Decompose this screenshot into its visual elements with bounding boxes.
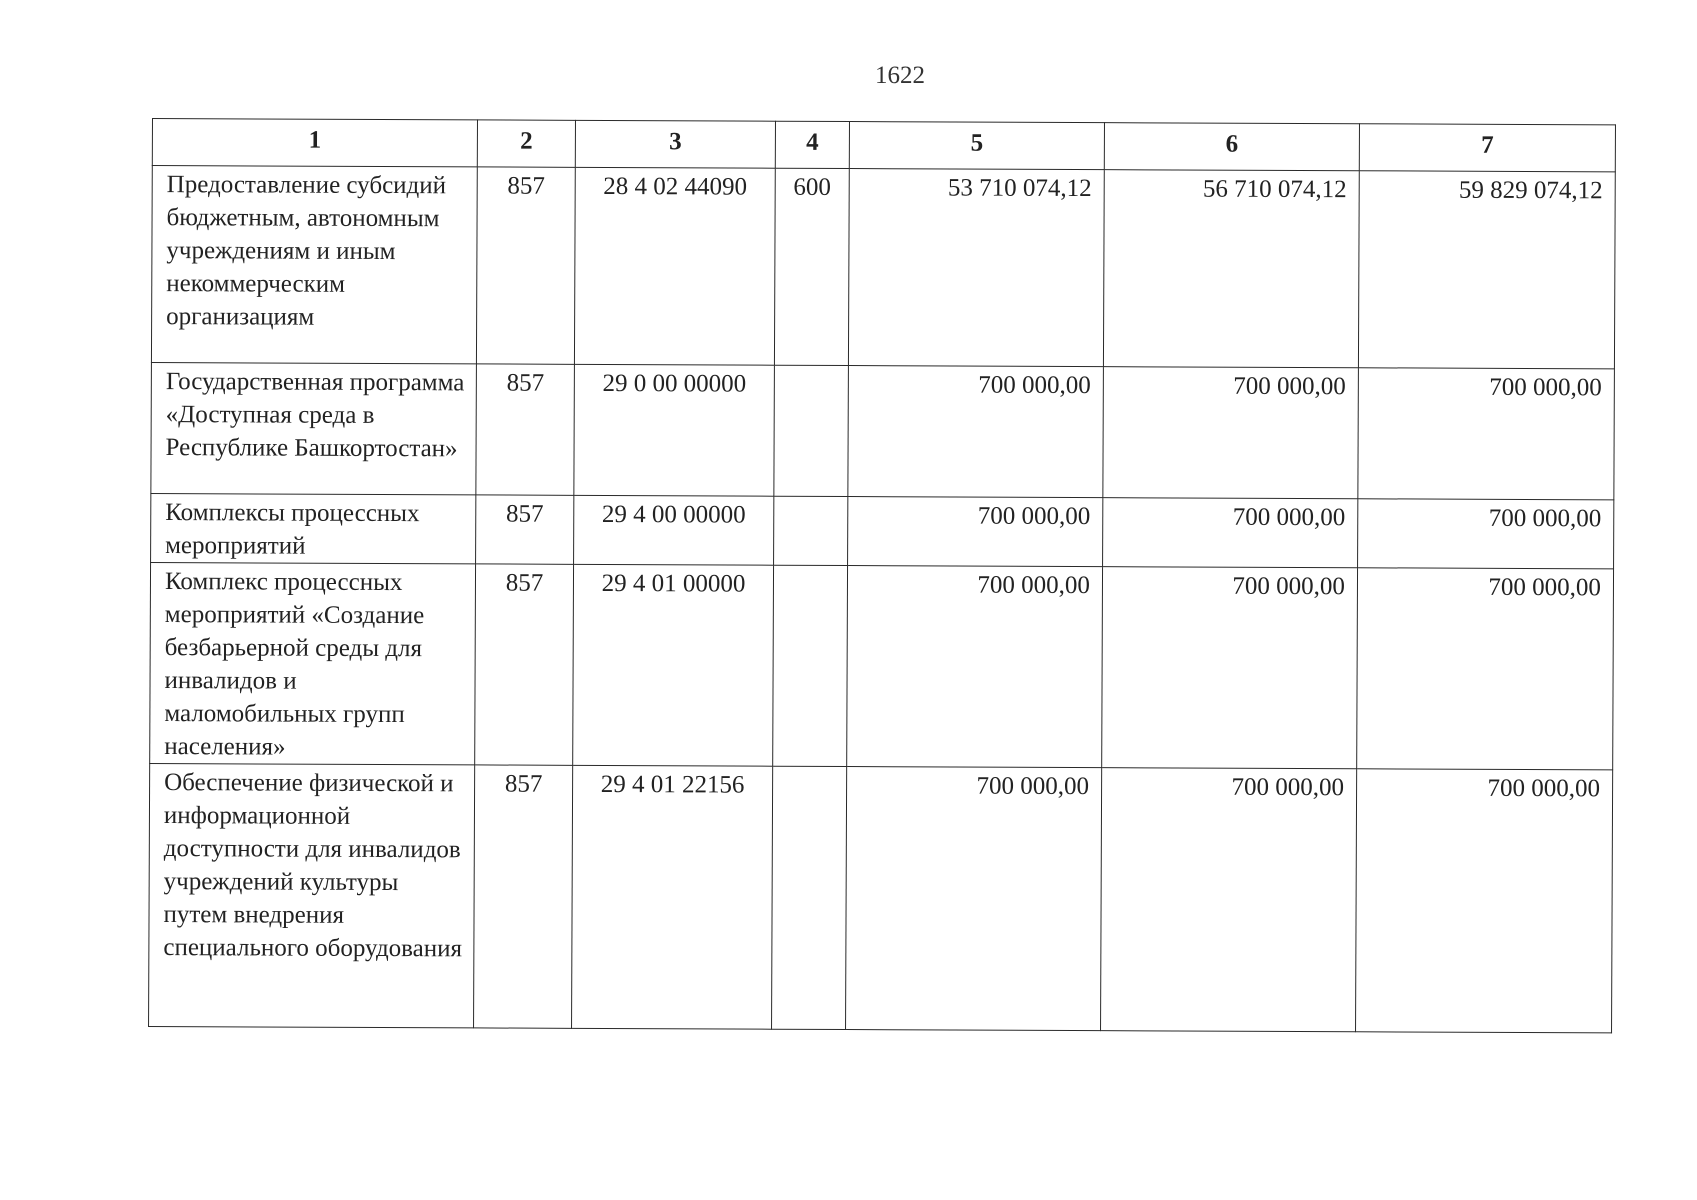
row-name: Государственная программа «Доступная среда в Республике Башкортостан» (151, 362, 477, 494)
row-name: Обеспечение физической и информационной доступности для инвалидов учреждений культуры путем внедрения специального оборудования (149, 763, 475, 1027)
row-name: Предоставление субсидий бюджетным, автономным учреждениям и иным некоммерческим организациям (151, 166, 477, 364)
row-col2: 857 (475, 564, 574, 765)
row-col5: 700 000,00 (848, 497, 1103, 567)
row-col3: 29 4 01 22156 (572, 765, 773, 1029)
page-number: 1622 (875, 62, 925, 89)
table-row (151, 493, 1614, 568)
table-row (150, 562, 1614, 769)
row-col2: 857 (476, 364, 575, 495)
row-col3: 29 0 00 00000 (574, 364, 775, 496)
row-col4: 600 (774, 168, 849, 365)
row-col3: 29 4 01 00000 (573, 564, 774, 766)
row-col6: 56 710 074,12 (1103, 170, 1359, 368)
row-col7: 700 000,00 (1358, 368, 1615, 500)
row-col2: 857 (476, 167, 575, 364)
table-row (149, 763, 1613, 1032)
table-header-row (152, 119, 1615, 172)
table-row (151, 362, 1615, 499)
row-col5: 53 710 074,12 (848, 169, 1104, 367)
header-col-2: 2 (477, 120, 575, 167)
row-col4 (774, 365, 849, 496)
row-col5: 700 000,00 (848, 366, 1104, 498)
row-col6: 700 000,00 (1103, 498, 1358, 568)
row-col7: 700 000,00 (1356, 769, 1613, 1033)
row-col4 (774, 496, 848, 565)
row-col7: 59 829 074,12 (1358, 171, 1615, 369)
budget-table-container (148, 118, 1616, 1033)
row-name: Комплексы процессных мероприятий (151, 493, 476, 563)
row-col6: 700 000,00 (1103, 367, 1359, 499)
header-col-1: 1 (152, 119, 477, 167)
row-col4 (772, 766, 847, 1029)
header-col-6: 6 (1104, 123, 1359, 171)
row-col4 (773, 565, 848, 766)
budget-table (148, 118, 1616, 1033)
row-name: Комплекс процессных мероприятий «Создание безбарьерной среды для инвалидов и маломобильных групп населения» (150, 562, 476, 764)
header-col-4: 4 (775, 121, 849, 168)
row-col5: 700 000,00 (846, 767, 1102, 1031)
row-col7: 700 000,00 (1358, 499, 1614, 569)
row-col6: 700 000,00 (1101, 768, 1357, 1032)
row-col5: 700 000,00 (847, 566, 1103, 768)
table-row (151, 166, 1615, 369)
row-col7: 700 000,00 (1357, 568, 1614, 770)
header-col-3: 3 (575, 120, 775, 168)
row-col3: 29 4 00 00000 (574, 495, 774, 565)
row-col2: 857 (474, 765, 573, 1028)
row-col6: 700 000,00 (1102, 567, 1358, 769)
header-col-5: 5 (849, 122, 1104, 170)
header-col-7: 7 (1359, 124, 1615, 172)
row-col2: 857 (476, 495, 574, 564)
row-col3: 28 4 02 44090 (574, 167, 775, 365)
